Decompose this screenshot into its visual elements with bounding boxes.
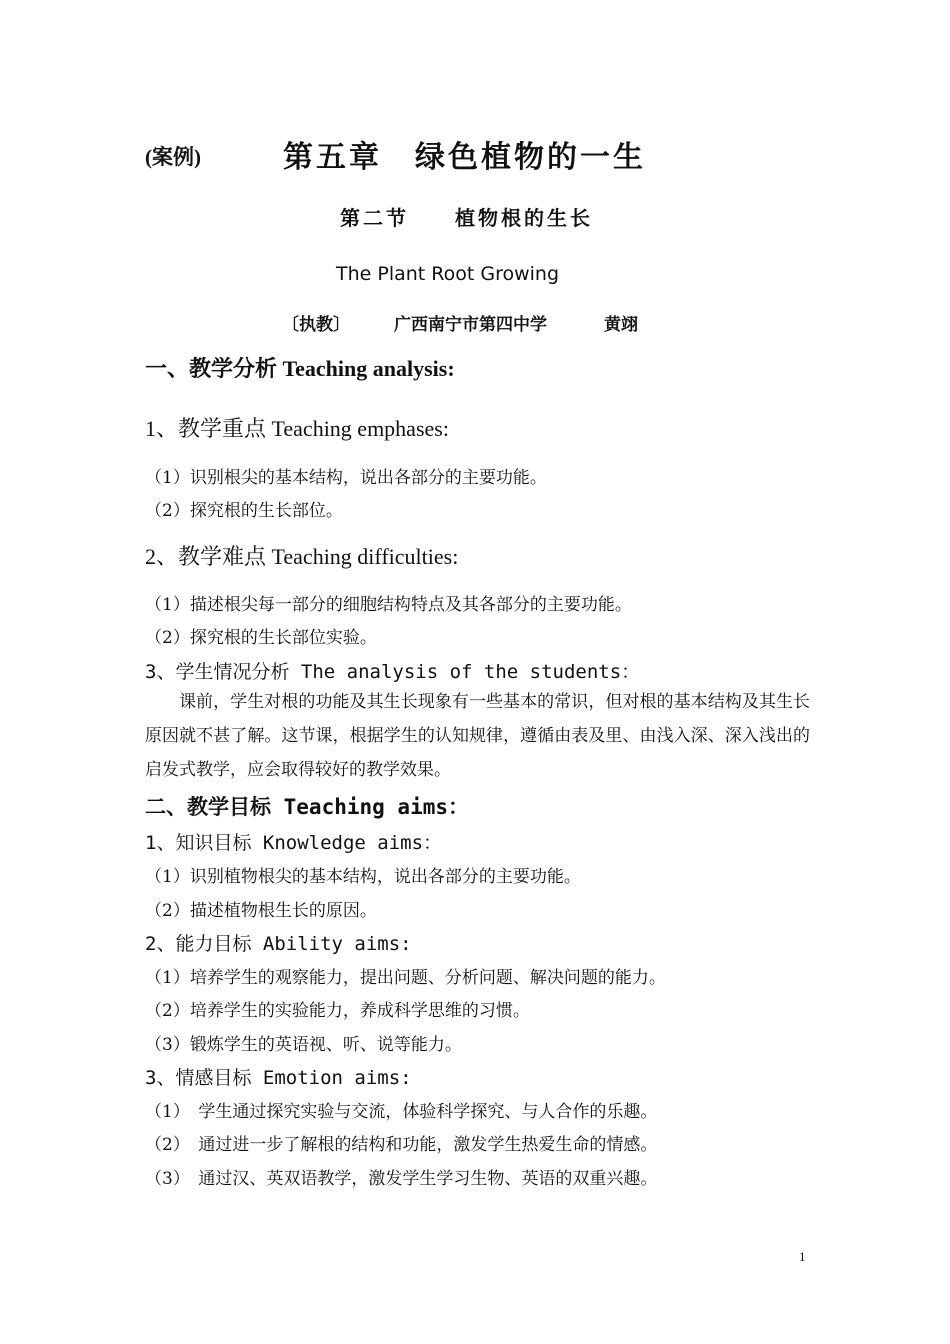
list-item: （1）识别根尖的基本结构，说出各部分的主要功能。 — [145, 468, 547, 488]
english-title: The Plant Root Growing — [336, 263, 560, 285]
school-name: 广西南宁市第四中学 — [394, 315, 547, 335]
heading-teaching-difficulties: 2、教学难点 Teaching difficulties: — [145, 544, 459, 569]
teacher-name: 黄翊 — [604, 315, 638, 335]
teacher-label: 〔执教〕 — [282, 315, 350, 335]
section-heading-teaching-aims: 二、教学目标 Teaching aims： — [145, 795, 470, 819]
list-item: （1） 学生通过探究实验与交流，体验科学探究、与人合作的乐趣。 — [145, 1102, 658, 1122]
list-item: （3）锻炼学生的英语视、听、说等能力。 — [145, 1035, 462, 1055]
list-item: （2）描述植物根生长的原因。 — [145, 901, 377, 921]
section-title: 第二节 植物根的生长 — [340, 206, 593, 230]
list-item: （1）识别植物根尖的基本结构，说出各部分的主要功能。 — [145, 867, 581, 887]
student-analysis-paragraph: 课前，学生对根的功能及其生长现象有一些基本的常识，但对根的基本结构及其生长原因就不甚了解。这节课，根据学生的认知规律，遵循由表及里、由浅入深、深入浅出的启发式教学，应会取得较好的教学效果。 — [145, 692, 810, 780]
list-item: （3） 通过汉、英双语教学，激发学生学习生物、英语的双重兴趣。 — [145, 1169, 658, 1189]
heading-teaching-emphases: 1、教学重点 Teaching emphases: — [145, 416, 449, 441]
list-item: （2）培养学生的实验能力，养成科学思维的习惯。 — [145, 1001, 530, 1021]
heading-student-analysis: 3、学生情况分析 The analysis of the students： — [145, 661, 641, 683]
list-item: （2） 通过进一步了解根的结构和功能，激发学生热爱生命的情感。 — [145, 1135, 658, 1155]
heading-ability-aims: 2、能力目标 Ability aims: — [145, 933, 412, 955]
heading-emotion-aims: 3、情感目标 Emotion aims: — [145, 1067, 412, 1089]
heading-knowledge-aims: 1、知识目标 Knowledge aims： — [145, 832, 443, 854]
list-item: （1）培养学生的观察能力，提出问题、分析问题、解决问题的能力。 — [145, 968, 666, 988]
list-item: （2）探究根的生长部位。 — [145, 501, 343, 521]
case-label: (案例) — [145, 145, 201, 169]
section-heading-teaching-analysis: 一、教学分析 Teaching analysis: — [145, 356, 455, 381]
chapter-title: 第五章 绿色植物的一生 — [283, 140, 646, 175]
list-item: （1）描述根尖每一部分的细胞结构特点及其各部分的主要功能。 — [145, 595, 632, 615]
list-item: （2）探究根的生长部位实验。 — [145, 628, 377, 648]
page-number: 1 — [799, 1249, 806, 1264]
